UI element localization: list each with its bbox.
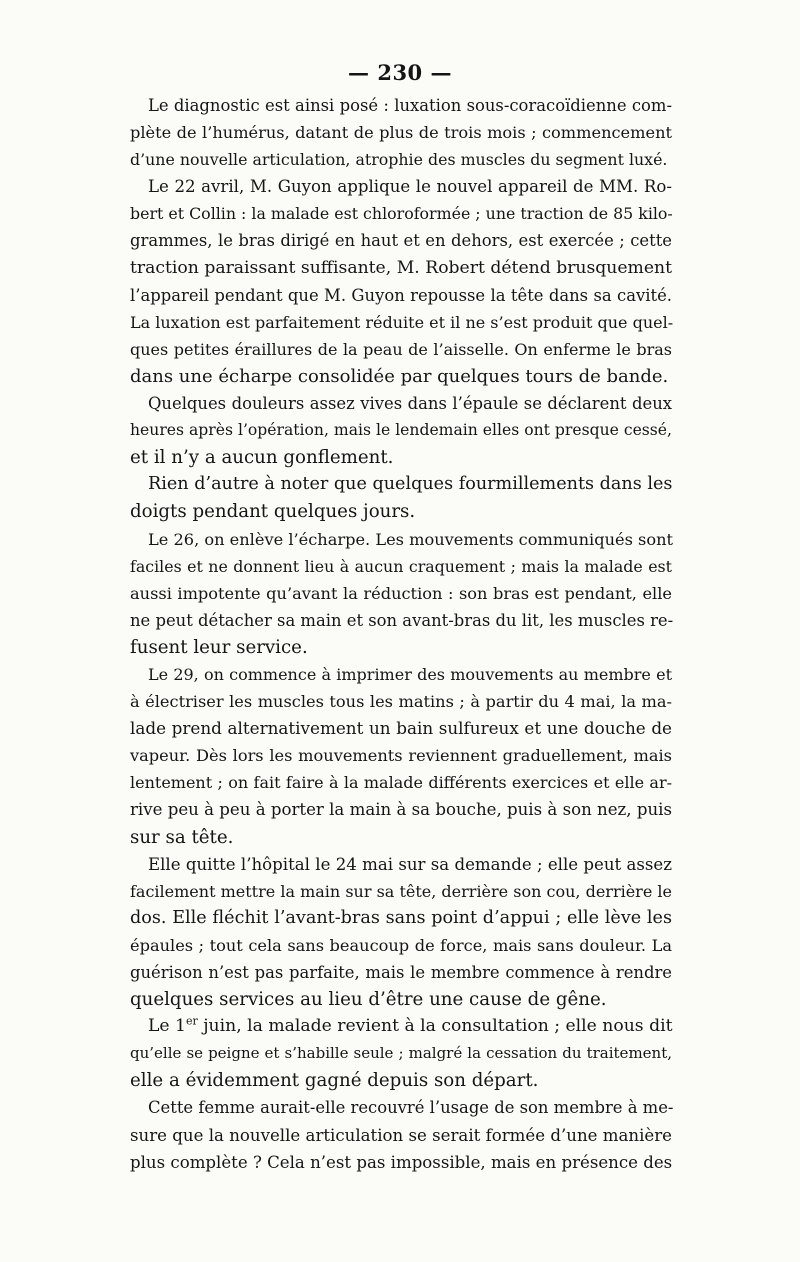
text-line-content: d’une nouvelle articulation, atrophie des muscles du segment luxé. xyxy=(130,150,668,170)
text-line xyxy=(130,607,672,634)
text-line-content: fusent leur service. xyxy=(130,636,308,658)
text-line xyxy=(130,498,672,525)
text-line-content: elle a évidemment gagné depuis son départ. xyxy=(130,1070,539,1092)
text-line xyxy=(130,905,672,932)
text-line xyxy=(130,1149,672,1176)
superscript: er xyxy=(185,1014,198,1028)
text-line xyxy=(130,444,672,471)
text-line-content: qu’elle se peigne et s’habille seule ; malgré la cessation du traitement, xyxy=(130,1044,672,1063)
text-line xyxy=(130,824,672,851)
text-line xyxy=(130,173,672,200)
text-line-content: bert et Collin : la malade est chloroformée ; une traction de 85 kilo- xyxy=(130,204,673,224)
text-line-content: sur sa tête. xyxy=(130,826,234,848)
text-line-content: La luxation est parfaitement réduite et il ne s’est produit que quel- xyxy=(130,312,674,332)
text-line-content: quelques services au lieu d’être une cause de gêne. xyxy=(130,989,607,1011)
text-line xyxy=(130,878,672,905)
text-line xyxy=(130,1067,672,1094)
text-line-content: plète de l’humérus, datant de plus de trois mois ; commencement xyxy=(130,123,672,143)
text-line-content: Cette femme aurait-elle recouvré l’usage de son membre à me- xyxy=(148,1098,674,1118)
text-line-content: dos. Elle fléchit l’avant-bras sans point d’appui ; elle lève les xyxy=(130,907,672,928)
text-line xyxy=(130,526,672,553)
text-line-content: à électriser les muscles tous les matins ; à partir du 4 mai, la ma- xyxy=(130,692,672,712)
text-line-content: facilement mettre la main sur sa tête, derrière son cou, derrière le xyxy=(130,881,672,901)
text-line-content: lade prend alternativement un bain sulfureux et une douche de xyxy=(130,718,672,739)
text-line xyxy=(130,92,672,119)
text-line xyxy=(130,471,672,498)
text-line xyxy=(130,715,672,742)
text-line-content: et il n’y a aucun gonflement. xyxy=(130,447,394,469)
text-line xyxy=(130,634,672,661)
text-line xyxy=(130,1013,672,1040)
text-line-content: aussi impotente qu’avant la réduction : son bras est pendant, elle xyxy=(130,583,672,603)
text-line xyxy=(130,986,672,1013)
text-line-content: ne peut détacher sa main et son avant-bras du lit, les muscles re- xyxy=(130,610,674,630)
text-line-content: lentement ; on fait faire à la malade différents exercices et elle ar- xyxy=(130,773,672,793)
text-line xyxy=(130,769,672,796)
text-line-continuation: juin, la malade revient à la consultation ; elle nous dit xyxy=(197,1016,673,1037)
text-line xyxy=(130,580,672,607)
text-line xyxy=(130,417,672,444)
text-line xyxy=(130,336,672,363)
text-line-content: grammes, le bras dirigé en haut et en dehors, est exercée ; cette xyxy=(130,231,672,251)
text-line xyxy=(130,932,672,959)
text-line-content: vapeur. Dès lors les mouvements reviennent graduellement, mais xyxy=(130,746,672,766)
text-line xyxy=(130,200,672,227)
text-line-content: rive peu à peu à porter la main à sa bouche, puis à son nez, puis xyxy=(130,800,672,820)
text-line-content: sure que la nouvelle articulation se serait formée d’une manière xyxy=(130,1125,672,1145)
text-line xyxy=(130,959,672,986)
text-line-content: Rien d’autre à noter que quelques fourmillements dans les xyxy=(148,474,673,495)
text-line xyxy=(130,851,672,878)
text-line xyxy=(130,1122,672,1149)
page-number: — 230 — xyxy=(348,60,452,85)
text-line xyxy=(130,796,672,823)
text-line-content: Le diagnostic est ainsi posé : luxation sous-coracoïdienne com- xyxy=(148,96,672,115)
text-line xyxy=(130,661,672,688)
text-line-content: guérison n’est pas parfaite, mais le membre commence à rendre xyxy=(130,963,672,982)
text-line xyxy=(130,146,672,173)
text-line xyxy=(130,255,672,282)
text-line-content: Le 22 avril, M. Guyon applique le nouvel appareil de MM. Ro- xyxy=(148,177,672,197)
text-line xyxy=(130,390,672,417)
text-line-content: Elle quitte l’hôpital le 24 mai sur sa demande ; elle peut assez xyxy=(148,854,672,874)
text-line-content: l’appareil pendant que M. Guyon repousse la tête dans sa cavité. xyxy=(130,285,672,305)
text-line-content: Le 1 xyxy=(148,1016,186,1037)
text-line-content: heures après l’opération, mais le lendemain elles ont presque cessé, xyxy=(130,421,672,440)
text-line xyxy=(130,1040,672,1067)
text-line-content: traction paraissant suffisante, M. Robert détend brusquement xyxy=(130,257,672,278)
text-line-content: plus complète ? Cela n’est pas impossible, mais en présence des xyxy=(130,1152,673,1172)
text-line xyxy=(130,227,672,254)
text-line-content: Le 26, on enlève l’écharpe. Les mouvements communiqués sont xyxy=(148,529,674,549)
text-line xyxy=(130,119,672,146)
text-line-content: faciles et ne donnent lieu à aucun craquement ; mais la malade est xyxy=(130,556,672,576)
text-line-content: doigts pendant quelques jours. xyxy=(130,501,416,523)
text-line xyxy=(130,309,672,336)
text-line xyxy=(130,688,672,715)
body-text xyxy=(130,92,672,1176)
text-line xyxy=(130,1094,672,1121)
text-line-content: ques petites éraillures de la peau de l’aisselle. On enferme le bras xyxy=(130,339,672,359)
text-line-content: dans une écharpe consolidée par quelques tours de bande. xyxy=(130,365,669,387)
text-line-content: Le 29, on commence à imprimer des mouvements au membre et xyxy=(148,664,672,684)
text-line-content: Quelques douleurs assez vives dans l’épaule se déclarent deux xyxy=(148,394,672,414)
text-line xyxy=(130,553,672,580)
text-line xyxy=(130,363,672,390)
text-line-content: épaules ; tout cela sans beaucoup de force, mais sans douleur. La xyxy=(130,935,672,955)
text-line xyxy=(130,742,672,769)
text-line xyxy=(130,282,672,309)
